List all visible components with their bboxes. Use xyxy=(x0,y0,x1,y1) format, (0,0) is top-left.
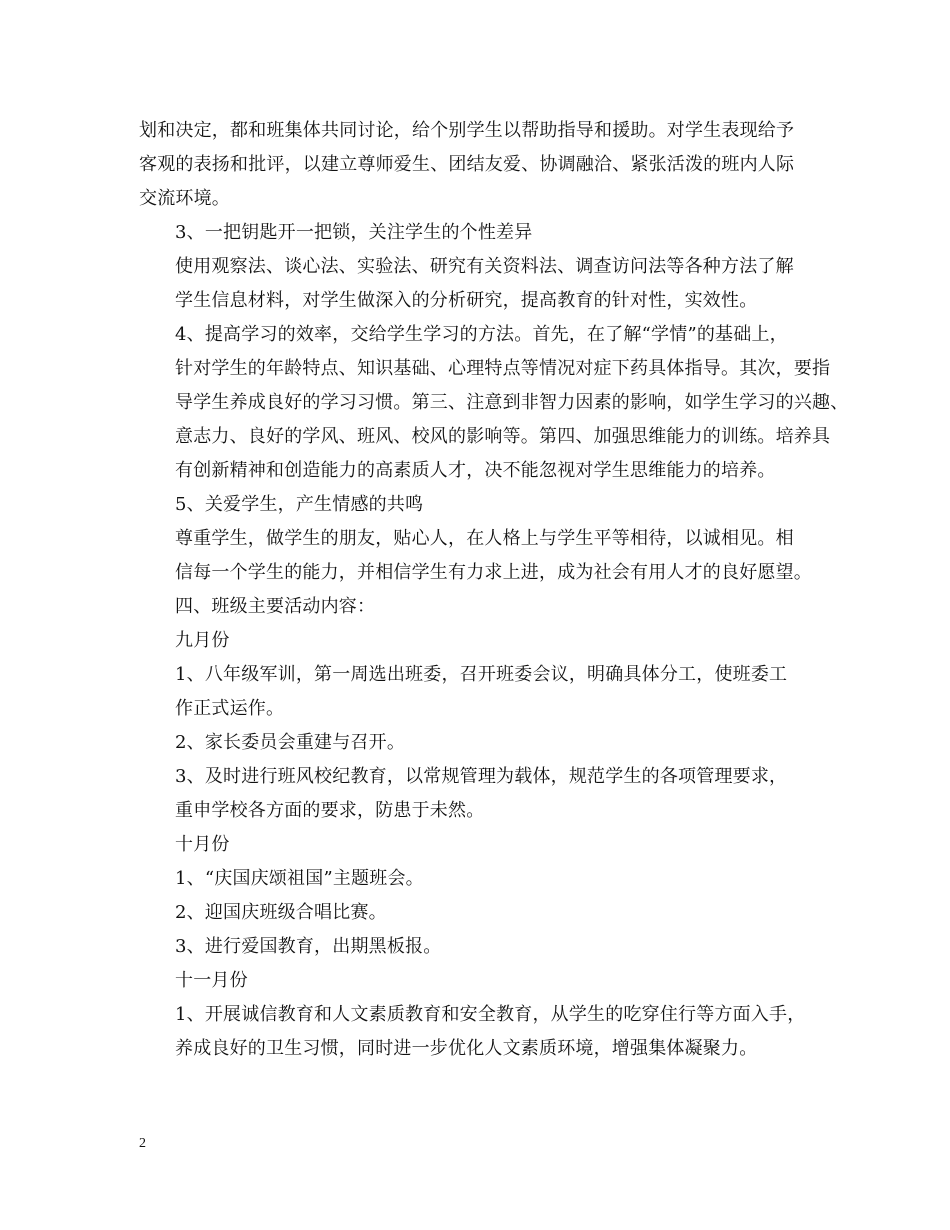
paragraph xyxy=(139,964,829,998)
text-line: 针对学生的年龄特点、知识基础、心理特点等情况对症下药具体指导。其次，要指 xyxy=(175,358,831,379)
paragraph xyxy=(139,658,829,726)
text-line: 3、进行爱国教育，出期黑板报。 xyxy=(175,936,442,957)
text-line: 划和决定，都和班集体共同讨论，给个别学生以帮助指导和援助。对学生表现给予 xyxy=(139,120,795,141)
text-line: 1、开展诚信教育和人文素质教育和安全教育，从学生的吃穿住行等方面入手， xyxy=(175,1004,806,1025)
text-line: 2、家长委员会重建与召开。 xyxy=(175,732,406,753)
paragraph xyxy=(139,998,829,1066)
text-line: 有创新精神和创造能力的高素质人才，决不能忽视对学生思维能力的培养。 xyxy=(175,460,776,481)
text-line: 5、关爱学生，产生情感的共鸣 xyxy=(175,494,424,515)
page-number: 2 xyxy=(139,1136,146,1151)
paragraph xyxy=(139,216,829,250)
paragraph xyxy=(139,318,849,488)
text-line: 十月份 xyxy=(175,834,230,855)
paragraph xyxy=(139,114,829,216)
text-line: 意志力、良好的学风、班风、校风的影响等。第四、加强思维能力的训练。培养具 xyxy=(175,426,831,447)
text-line: 四、班级主要活动内容： xyxy=(175,596,376,617)
paragraph xyxy=(139,624,829,658)
paragraph xyxy=(139,590,829,624)
text-line: 4、提高学习的效率，交给学生学习的方法。首先，在了解“学情”的基础上， xyxy=(175,324,788,345)
text-line: 客观的表扬和批评，以建立尊师爱生、团结友爱、协调融洽、紧张活泼的班内人际 xyxy=(139,154,795,175)
paragraph xyxy=(139,862,829,896)
text-line: 尊重学生，做学生的朋友，贴心人，在人格上与学生平等相待，以诚相见。相 xyxy=(175,528,794,549)
text-line: 九月份 xyxy=(175,630,230,651)
text-line: 十一月份 xyxy=(175,970,248,991)
paragraph xyxy=(139,250,829,318)
paragraph xyxy=(139,488,829,522)
text-line: 交流环境。 xyxy=(139,188,230,209)
text-line: 学生信息材料，对学生做深入的分析研究，提高教育的针对性，实效性。 xyxy=(175,290,758,311)
text-line: 使用观察法、谈心法、实验法、研究有关资料法、调查访问法等各种方法了解 xyxy=(175,256,794,277)
paragraph xyxy=(139,896,829,930)
document-body xyxy=(139,114,849,1066)
text-line: 导学生养成良好的学习习惯。第三、注意到非智力因素的影响，如学生学习的兴趣、 xyxy=(175,392,849,413)
text-line: 2、迎国庆班级合唱比赛。 xyxy=(175,902,387,923)
text-line: 3、一把钥匙开一把锁，关注学生的个性差异 xyxy=(175,222,533,243)
text-line: 1、八年级军训，第一周选出班委，召开班委会议，明确具体分工，使班委工 xyxy=(175,664,788,685)
text-line: 养成良好的卫生习惯，同时进一步优化人文素质环境，增强集体凝聚力。 xyxy=(175,1038,758,1059)
text-line: 作正式运作。 xyxy=(175,698,285,719)
paragraph xyxy=(139,760,829,828)
text-line: 信每一个学生的能力，并相信学生有力求上进，成为社会有用人才的良好愿望。 xyxy=(175,562,812,583)
text-line: 1、“庆国庆颂祖国”主题班会。 xyxy=(175,868,424,889)
text-line: 重申学校各方面的要求，防患于未然。 xyxy=(175,800,485,821)
paragraph xyxy=(139,522,829,590)
text-line: 3、及时进行班风校纪教育，以常规管理为载体，规范学生的各项管理要求， xyxy=(175,766,788,787)
paragraph xyxy=(139,726,829,760)
paragraph xyxy=(139,930,829,964)
paragraph xyxy=(139,828,829,862)
